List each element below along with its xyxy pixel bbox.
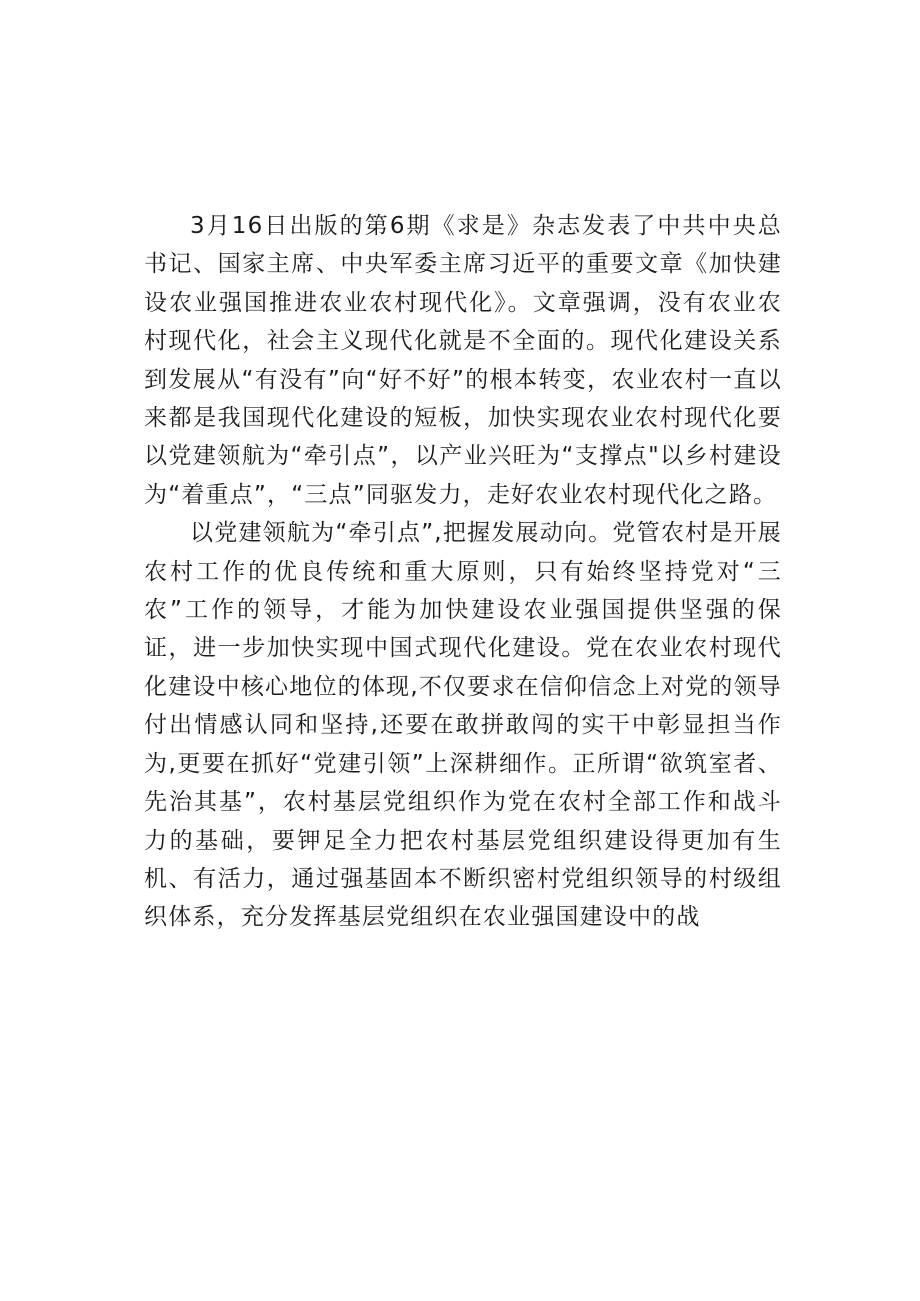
paragraph-party-leadership: 以党建领航为“牵引点”,把握发展动向。党管农村是开展农村工作的优良传统和重大原则，只有始终坚持党对“三农”工作的领导，才能为加快建设农业强国提供坚强的保证，进一步加快实现中国式现代化建设。党在农业农村现代化建设中核心地位的体现,不仅要求在信仰信念上对党的领导付出情感认同和坚持,还要在敢拼敢闯的实干中彰显担当作为,更要在抓好“党建引领”上深耕细作。正所谓“欲筑室者、先治其基”，农村基层党组织作为党在农村全部工作和战斗力的基础，要钾足全力把农村基层党组织建设得更加有生机、有活力，通过强基固本不断织密村党组织领导的村级组织体系，充分发挥基层党组织在农业强国建设中的战 [144,520,782,931]
document-body [144,207,782,937]
paragraph-intro: 3月16日出版的第6期《求是》杂志发表了中共中央总书记、国家主席、中央军委主席习近平的重要文章《加快建设农业强国推进农业农村现代化》。文章强调，没有农业农村现代化，社会主义现代化就是不全面的。现代化建设关系到发展从“有没有”向“好不好”的根本转变，农业农村一直以来都是我国现代化建设的短板，加快实现农业农村现代化要以党建领航为“牵引点”，以产业兴旺为“支撑点"以乡村建设为“着重点”，“三点”同驱发力，走好农业农村现代化之路。 [144,213,782,508]
